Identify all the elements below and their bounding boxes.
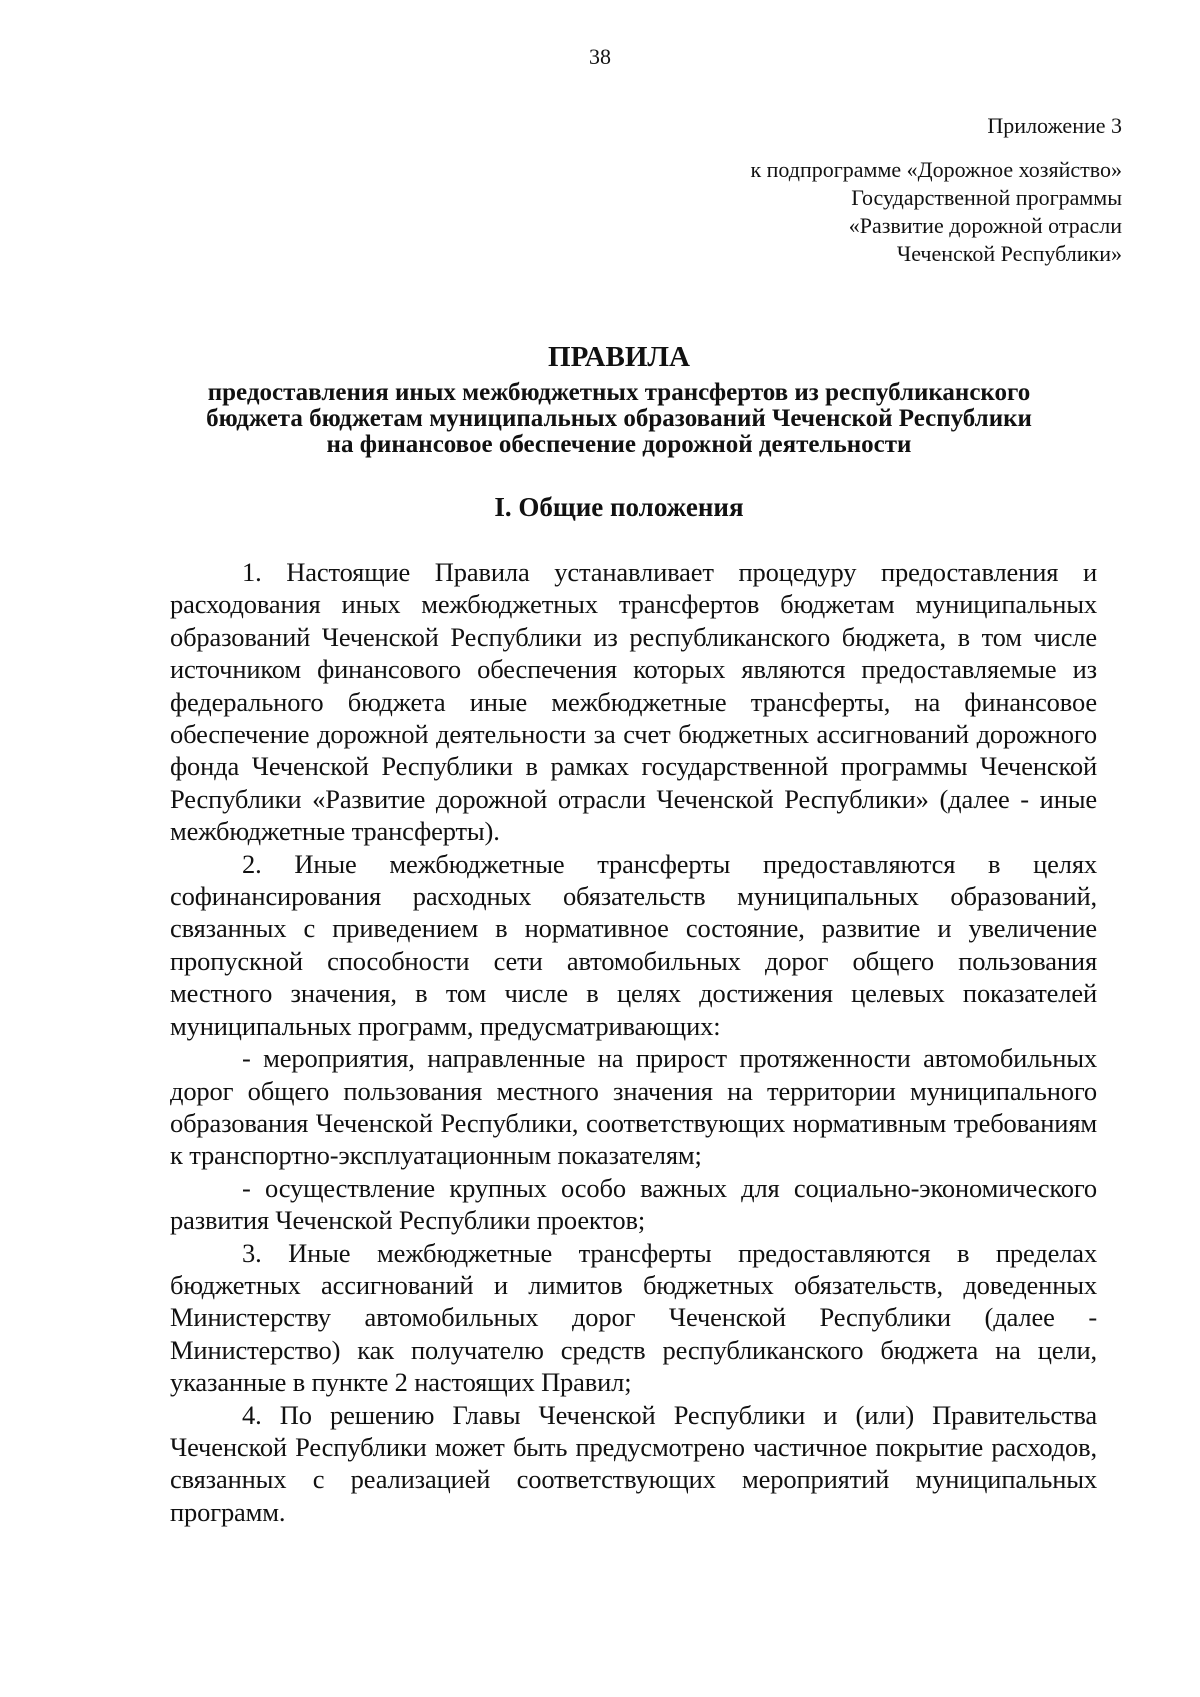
paragraph-2: 2. Иные межбюджетные трансферты предоставляются в целях софинансирования расходных обязательств муниципальных образований, связанных с приведением в нормативное состояние, развитие и увеличение пропускной способности сети автомобильных дорог общего пользования местного значения, в том числе в целях достижения целевых показателей муниципальных программ, предусматривающих: (170, 848, 1097, 1041)
paragraph-4: 4. По решению Главы Чеченской Республики и (или) Правительства Чеченской Республики может быть предусмотрено частичное покрытие расходов, связанных с реализацией соответствующих мероприятий муниципальных программ. (170, 1399, 1097, 1527)
paragraph-1: 1. Настоящие Правила устанавливает процедуру предоставления и расходования иных межбюджетных трансфертов бюджетам муниципальных образований Чеченской Республики из республиканского бюджета, в том числе источником финансового обеспечения которых являются предоставляемые из федерального бюджета иные межбюджетные трансферты, на финансовое обеспечение дорожной деятельности за счет бюджетных ассигнований дорожного фонда Чеченской Республики в рамках государственной программы Чеченской Республики «Развитие дорожной отрасли Чеченской Республики» (далее - иные межбюджетные трансферты). (170, 557, 1097, 847)
section-title: I. Общие положения (494, 492, 744, 522)
paragraph-3: 3. Иные межбюджетные трансферты предоставляются в пределах бюджетных ассигнований и лимитов бюджетных обязательств, доведенных Министерству автомобильных дорог Чеченской Республики (далее - Министерство) как получателю средств республиканского бюджета на цели, указанные в пункте 2 настоящих Правил; (170, 1237, 1097, 1398)
appendix-title: Приложение 3 (987, 113, 1122, 138)
appendix-line: «Развитие дорожной отрасли (848, 213, 1122, 238)
rules-header (140, 340, 1098, 458)
rules-subtitle-line: на финансовое обеспечение дорожной деятельности (326, 431, 912, 458)
appendix-line: Государственной программы (851, 185, 1122, 210)
body-text (170, 556, 1097, 1528)
appendix-block (750, 112, 1122, 268)
rules-title: ПРАВИЛА (548, 341, 690, 373)
rules-subtitle-line: бюджета бюджетам муниципальных образований Чеченской Республики (206, 405, 1032, 432)
appendix-line: Чеченской Республики» (896, 241, 1122, 266)
list-item: - мероприятия, направленные на прирост протяженности автомобильных дорог общего пользования местного значения на территории муниципального образования Чеченской Республики, соответствующих нормативным требованиям к транспортно-эксплуатационным показателям; (170, 1043, 1097, 1171)
appendix-line: к подпрограмме «Дорожное хозяйство» (750, 157, 1122, 182)
rules-subtitle-line: предоставления иных межбюджетных трансфертов из республиканского (207, 379, 1031, 406)
page-number: 38 (589, 44, 611, 69)
list-item: - осуществление крупных особо важных для социально-экономического развития Чеченской Республики проектов; (170, 1172, 1097, 1236)
